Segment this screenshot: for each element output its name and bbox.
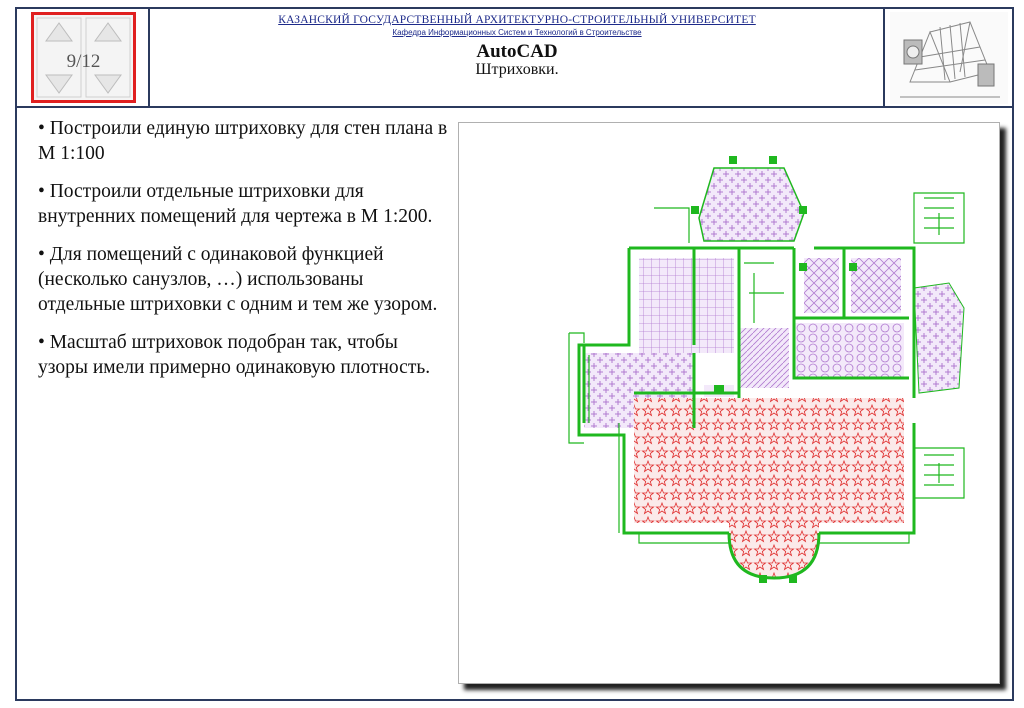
- slide-navigator[interactable]: [31, 12, 136, 103]
- room-hall: [794, 323, 904, 378]
- nav-up-right-icon: [95, 23, 121, 41]
- page-title: AutoCAD: [476, 41, 558, 62]
- room-stair: [739, 328, 789, 388]
- bullet-item: • Построили отдельные штриховки для внутренних помещений для чертежа в М 1:200.: [38, 181, 433, 227]
- nav-down-right-icon: [95, 75, 121, 93]
- header: [152, 14, 882, 79]
- room-main: [634, 398, 904, 523]
- header-divider-right: [883, 7, 885, 108]
- floor-plan-svg: [459, 123, 999, 683]
- porch-right: [914, 283, 964, 393]
- nav-up-left-icon: [46, 23, 72, 41]
- room-bath-2: [851, 258, 901, 313]
- university-link[interactable]: КАЗАНСКИЙ ГОСУДАРСТВЕННЫЙ АРХИТЕКТУРНО-СТРОИТЕЛЬНЫЙ УНИВЕРСИТЕТ: [278, 14, 756, 26]
- room-bath-1: [804, 258, 839, 313]
- room-upper-left: [639, 258, 734, 353]
- bullet-list: [38, 116, 448, 393]
- department-link[interactable]: Кафедра Информационных Систем и Технологий в Строительстве: [392, 28, 642, 37]
- nav-down-left-icon: [46, 75, 72, 93]
- bullet-item: • Построили единую штриховку для стен плана в М 1:100: [38, 118, 448, 164]
- bullet-item: • Для помещений с одинаковой функцией (несколько санузлов, …) использованы отдельные штриховки с одним и тем же узором.: [38, 244, 438, 315]
- floor-plan-drawing: [458, 122, 1000, 684]
- header-divider: [15, 106, 1014, 108]
- page-subtitle: Штриховки.: [475, 61, 559, 78]
- bay-room-top: [699, 168, 804, 241]
- structure-logo-icon: [890, 12, 1008, 104]
- bullet-item: • Масштаб штриховок подобран так, чтобы узоры имели примерно одинаковую плотность.: [38, 332, 431, 378]
- header-divider-left: [148, 7, 150, 108]
- slide-number: 9/12: [66, 51, 101, 72]
